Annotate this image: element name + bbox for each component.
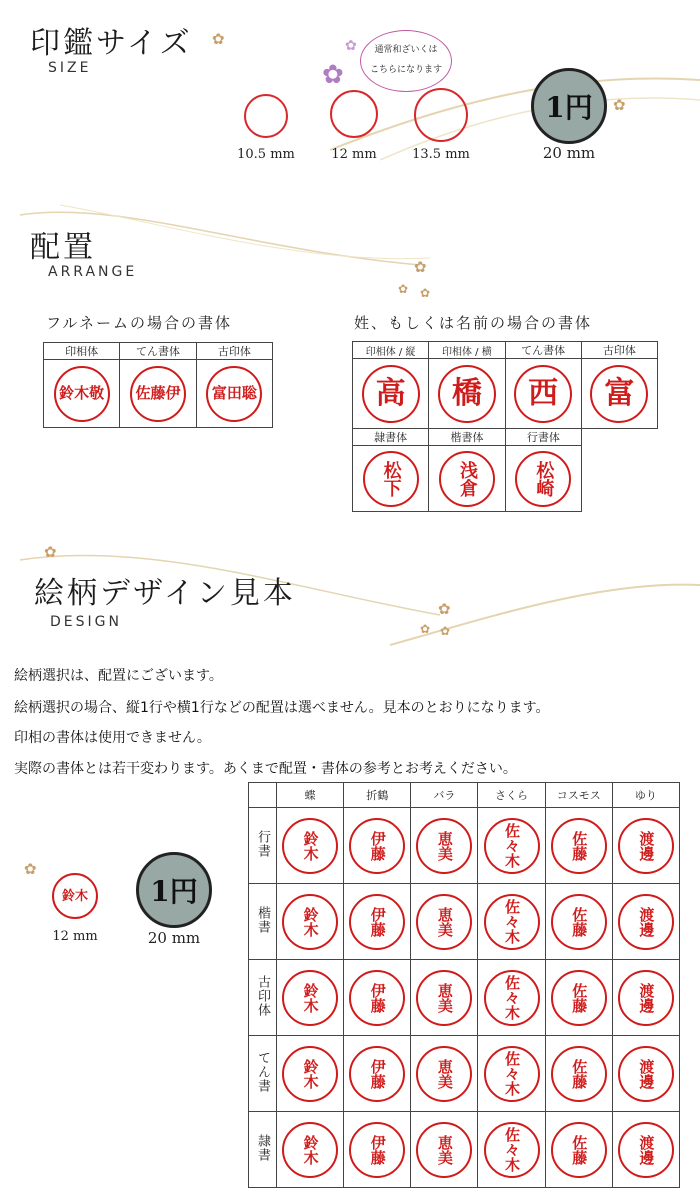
design-row <box>249 884 680 960</box>
design-row-header <box>249 808 277 884</box>
design-seal: 恵美 <box>416 1122 472 1178</box>
design-col-header: ゆり <box>612 783 679 808</box>
full-header: 印相体 <box>44 343 120 360</box>
size-heading: 印鑑サイズ <box>30 26 193 61</box>
design-cell <box>277 808 344 884</box>
seal-short-tensho: 西 <box>514 365 572 423</box>
seal-short-inso-h: 橋 <box>438 365 496 423</box>
plum-flower-icon: ✿ <box>44 543 57 561</box>
design-seal: 佐藤 <box>551 970 607 1026</box>
design-cell <box>411 884 478 960</box>
short-header: 古印体 <box>581 342 657 359</box>
design-note-1: 絵柄選択は、配置にございます。 <box>14 668 223 684</box>
design-col-header: バラ <box>411 783 478 808</box>
design-seal: 恵美 <box>416 818 472 874</box>
design-cell <box>411 1036 478 1112</box>
seal-short-reisho: 松下 <box>363 451 419 507</box>
design-cell <box>277 1112 344 1188</box>
design-seal: 佐々木 <box>484 1046 540 1102</box>
design-cell <box>478 1112 545 1188</box>
design-cell <box>411 960 478 1036</box>
design-row-header <box>249 1036 277 1112</box>
short-name-table-row2 <box>352 428 582 512</box>
design-row-label: 行書 <box>255 830 270 858</box>
arrange-subheading: ARRANGE <box>48 264 138 280</box>
plum-flower-icon: ✿ <box>420 622 431 636</box>
design-cell <box>612 884 679 960</box>
full-header: 古印体 <box>196 343 272 360</box>
design-seal: 鈴木 <box>282 970 338 1026</box>
design-seal: 渡邊 <box>618 818 674 874</box>
design-cell <box>545 1036 612 1112</box>
design-row <box>249 808 680 884</box>
design-cell <box>612 1036 679 1112</box>
plum-flower-icon: ✿ <box>440 624 451 638</box>
design-sample-caption: 12 mm <box>52 929 98 944</box>
design-row-label: てん書 <box>255 1051 270 1093</box>
design-cell <box>545 884 612 960</box>
full-name-title: フルネームの場合の書体 <box>46 314 232 332</box>
design-cell <box>612 1112 679 1188</box>
design-cell <box>344 884 411 960</box>
seal-full-inso: 鈴木敬 <box>54 366 110 422</box>
full-header: てん書体 <box>120 343 196 360</box>
design-seal: 鈴木 <box>282 1046 338 1102</box>
design-seal: 渡邊 <box>618 1046 674 1102</box>
seal-short-koin: 富 <box>590 365 648 423</box>
plum-flower-icon: ✿ <box>212 30 225 48</box>
short-header: 印相体 / 縦 <box>353 342 429 359</box>
design-seal: 佐藤 <box>551 1122 607 1178</box>
speech-bubble <box>360 30 452 92</box>
size-label-13-5: 13.5 mm <box>412 147 470 162</box>
short-name-title: 姓、もしくは名前の場合の書体 <box>354 314 593 332</box>
design-sample-seal: 鈴木 <box>52 873 98 919</box>
design-cell <box>277 1036 344 1112</box>
design-row <box>249 960 680 1036</box>
corner-cell <box>249 783 277 808</box>
design-cell <box>344 1112 411 1188</box>
full-name-table <box>43 342 273 428</box>
short-header: 楷書体 <box>429 429 505 446</box>
plum-flower-icon: ✿ <box>24 860 37 878</box>
design-seal: 伊藤 <box>349 970 405 1026</box>
design-cell <box>344 1036 411 1112</box>
design-seal: 鈴木 <box>282 1122 338 1178</box>
design-subheading: DESIGN <box>50 614 122 630</box>
design-row-label: 楷書 <box>255 906 270 934</box>
design-seal: 渡邊 <box>618 894 674 950</box>
design-seal: 佐々木 <box>484 1122 540 1178</box>
short-header: 印相体 / 横 <box>429 342 505 359</box>
short-header: 隷書体 <box>353 429 429 446</box>
design-cell <box>411 1112 478 1188</box>
design-row <box>249 1112 680 1188</box>
design-row-header <box>249 1112 277 1188</box>
design-col-header: 蝶 <box>277 783 344 808</box>
cherry-blossom-icon: ✿ <box>345 38 357 54</box>
size-label-10-5: 10.5 mm <box>237 147 295 162</box>
design-seal: 佐藤 <box>551 894 607 950</box>
design-cell <box>411 808 478 884</box>
one-yen-badge: 1円 <box>531 68 607 144</box>
short-header: てん書体 <box>505 342 581 359</box>
design-row-header <box>249 884 277 960</box>
seal-short-gyosho: 松崎 <box>515 451 571 507</box>
design-seal: 佐藤 <box>551 818 607 874</box>
design-heading: 絵柄デザイン見本 <box>34 576 296 611</box>
design-seal: 鈴木 <box>282 894 338 950</box>
design-cell <box>545 1112 612 1188</box>
short-name-table-row1 <box>352 341 658 429</box>
design-cell <box>478 808 545 884</box>
design-note-4: 実際の書体とは若干変わります。あくまで配置・書体の参考とお考えください。 <box>14 761 517 777</box>
seal-full-tensho: 佐藤伊 <box>130 366 186 422</box>
design-seal: 渡邊 <box>618 970 674 1026</box>
design-row-header <box>249 960 277 1036</box>
size-label-12: 12 mm <box>331 147 377 162</box>
design-seal: 佐々木 <box>484 970 540 1026</box>
design-cell <box>478 960 545 1036</box>
design-seal: 恵美 <box>416 970 472 1026</box>
design-seal: 伊藤 <box>349 894 405 950</box>
design-cell <box>545 808 612 884</box>
design-seal: 恵美 <box>416 894 472 950</box>
size-ring-13-5 <box>414 88 468 142</box>
design-note-2: 絵柄選択の場合、縦1行や横1行などの配置は選べません。見本のとおりになります。 <box>14 700 550 716</box>
design-row-label: 隷書 <box>255 1134 270 1162</box>
one-yen-badge-caption: 20 mm <box>542 144 596 162</box>
design-cell <box>478 884 545 960</box>
design-cell <box>612 960 679 1036</box>
plum-flower-icon: ✿ <box>613 96 626 114</box>
plum-flower-icon: ✿ <box>398 282 409 296</box>
plum-flower-icon: ✿ <box>438 600 451 618</box>
design-seal: 伊藤 <box>349 1046 405 1102</box>
design-cell <box>277 884 344 960</box>
design-row-label: 古印体 <box>255 975 270 1017</box>
size-subheading: SIZE <box>48 60 92 76</box>
seal-short-inso-v: 高 <box>362 365 420 423</box>
design-seal: 佐々木 <box>484 894 540 950</box>
design-seal: 渡邊 <box>618 1122 674 1178</box>
arrange-heading: 配置 <box>30 230 96 265</box>
design-row <box>249 1036 680 1112</box>
design-cell <box>344 960 411 1036</box>
seal-short-kaisho: 浅倉 <box>439 451 495 507</box>
size-ring-12 <box>330 90 378 138</box>
design-one-yen-caption: 20 mm <box>147 929 201 947</box>
design-col-header: コスモス <box>545 783 612 808</box>
design-sample-table <box>248 782 680 1188</box>
size-ring-10-5 <box>244 94 288 138</box>
design-one-yen-badge: 1円 <box>136 852 212 928</box>
plum-flower-icon: ✿ <box>420 286 431 300</box>
design-cell <box>545 960 612 1036</box>
plum-flower-icon: ✿ <box>414 258 427 276</box>
design-seal: 佐藤 <box>551 1046 607 1102</box>
design-seal: 佐々木 <box>484 818 540 874</box>
design-cell <box>612 808 679 884</box>
short-header: 行書体 <box>505 429 581 446</box>
bubble-line-1: 通常和ざいくは <box>374 45 438 55</box>
design-cell <box>478 1036 545 1112</box>
design-col-header: 折鶴 <box>344 783 411 808</box>
design-cell <box>344 808 411 884</box>
design-col-header: さくら <box>478 783 545 808</box>
cherry-blossom-icon: ✿ <box>322 60 344 90</box>
design-seal: 鈴木 <box>282 818 338 874</box>
design-cell <box>277 960 344 1036</box>
design-seal: 恵美 <box>416 1046 472 1102</box>
bubble-line-2: こちらになります <box>369 65 442 75</box>
design-seal: 伊藤 <box>349 818 405 874</box>
design-seal: 伊藤 <box>349 1122 405 1178</box>
design-note-3: 印相の書体は使用できません。 <box>14 730 211 746</box>
seal-full-koin: 富田聡 <box>206 366 262 422</box>
